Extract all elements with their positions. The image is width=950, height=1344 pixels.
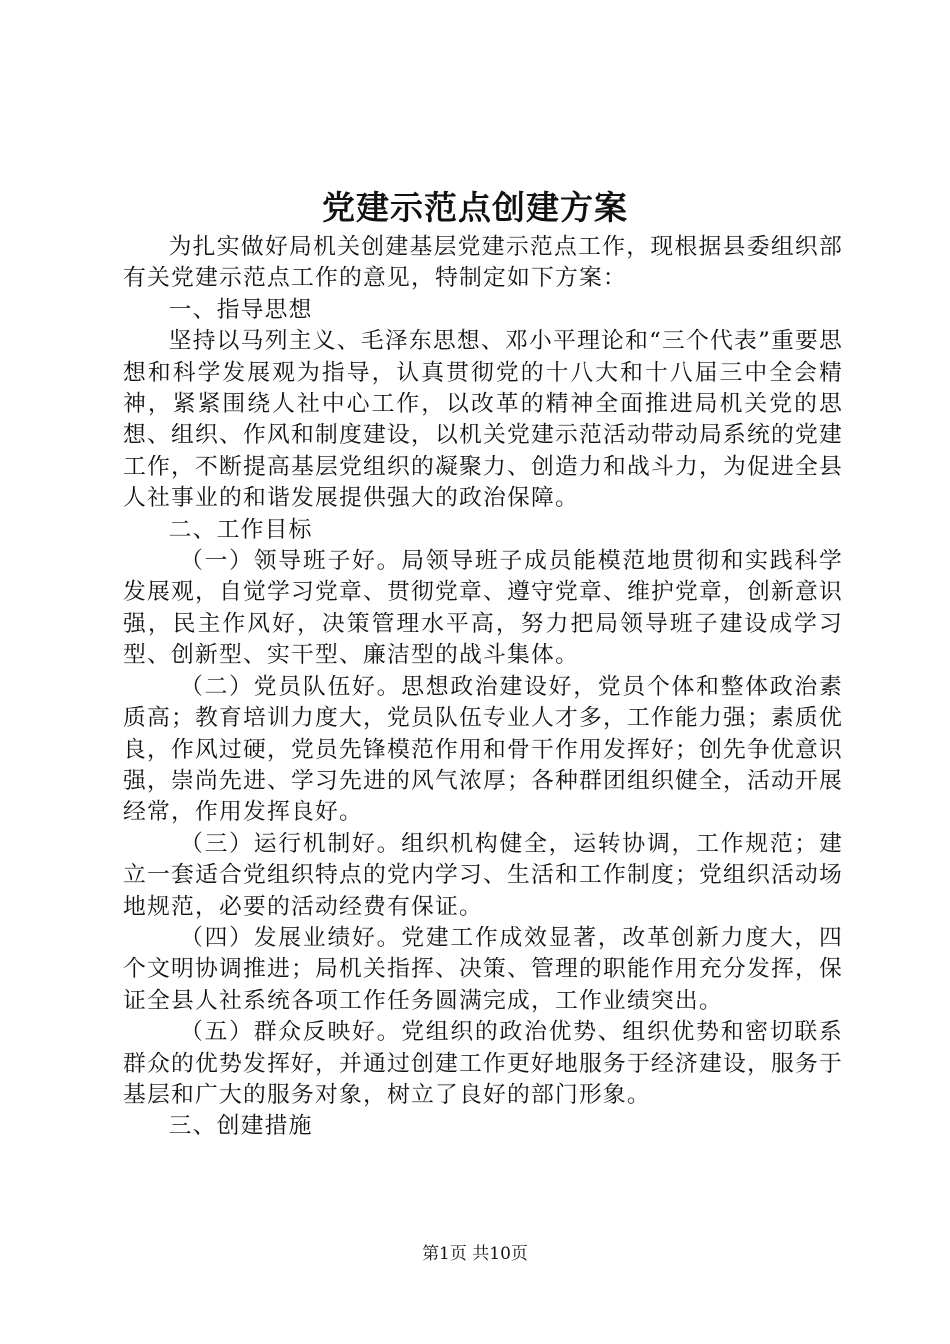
page-footer: 第1页 共10页 bbox=[422, 1244, 528, 1264]
section-heading-guiding-ideology: 一、指导思想 bbox=[168, 296, 313, 323]
document-body bbox=[123, 232, 843, 1143]
document-title: 党建示范点创建方案 bbox=[322, 188, 628, 227]
goal-paragraph-performance: （四）发展业绩好。党建工作成效显著，改革创新力度大，四个文明协调推进；局机关指挥、决策、管理的职能作用充分发挥，保证全县人社系统各项工作任务圆满完成，工作业绩突出。 bbox=[123, 924, 843, 1014]
section-heading-work-goals: 二、工作目标 bbox=[168, 516, 313, 543]
intro-paragraph: 为扎实做好局机关创建基层党建示范点工作，现根据县委组织部有关党建示范点工作的意见，特制定如下方案： bbox=[123, 234, 843, 292]
goal-paragraph-leadership: （一）领导班子好。局领导班子成员能模范地贯彻和实践科学发展观，自觉学习党章、贯彻党章、遵守党章、维护党章，创新意识强，民主作风好，决策管理水平高，努力把局领导班子建设成学习型、创新型、实干型、廉洁型的战斗集体。 bbox=[123, 548, 843, 669]
section-heading-measures: 三、创建措施 bbox=[168, 1113, 313, 1140]
guiding-ideology-paragraph: 坚持以马列主义、毛泽东思想、邓小平理论和“三个代表”重要思想和科学发展观为指导，认真贯彻党的十八大和十八届三中全会精神，紧紧围绕人社中心工作，以改革的精神全面推进局机关党的思想、组织、作风和制度建设，以机关党建示范活动带动局系统的党建工作，不断提高基层党组织的凝聚力、创造力和战斗力，为促进全县人社事业的和谐发展提供强大的政治保障。 bbox=[123, 328, 843, 512]
goal-paragraph-party-members: （二）党员队伍好。思想政治建设好，党员个体和整体政治素质高；教育培训力度大，党员队伍专业人才多，工作能力强；素质优良，作风过硬，党员先锋模范作用和骨干作用发挥好；创先争优意识强，崇尚先进、学习先进的风气浓厚；各种群团组织健全，活动开展经常，作用发挥良好。 bbox=[123, 673, 843, 826]
goal-paragraph-public-feedback: （五）群众反映好。党组织的政治优势、组织优势和密切联系群众的优势发挥好，并通过创建工作更好地服务于经济建设，服务于基层和广大的服务对象，树立了良好的部门形象。 bbox=[123, 1019, 843, 1108]
goal-paragraph-mechanism: （三）运行机制好。组织机构健全，运转协调，工作规范；建立一套适合党组织特点的党内学习、生活和工作制度；党组织活动场地规范，必要的活动经费有保证。 bbox=[123, 830, 843, 920]
